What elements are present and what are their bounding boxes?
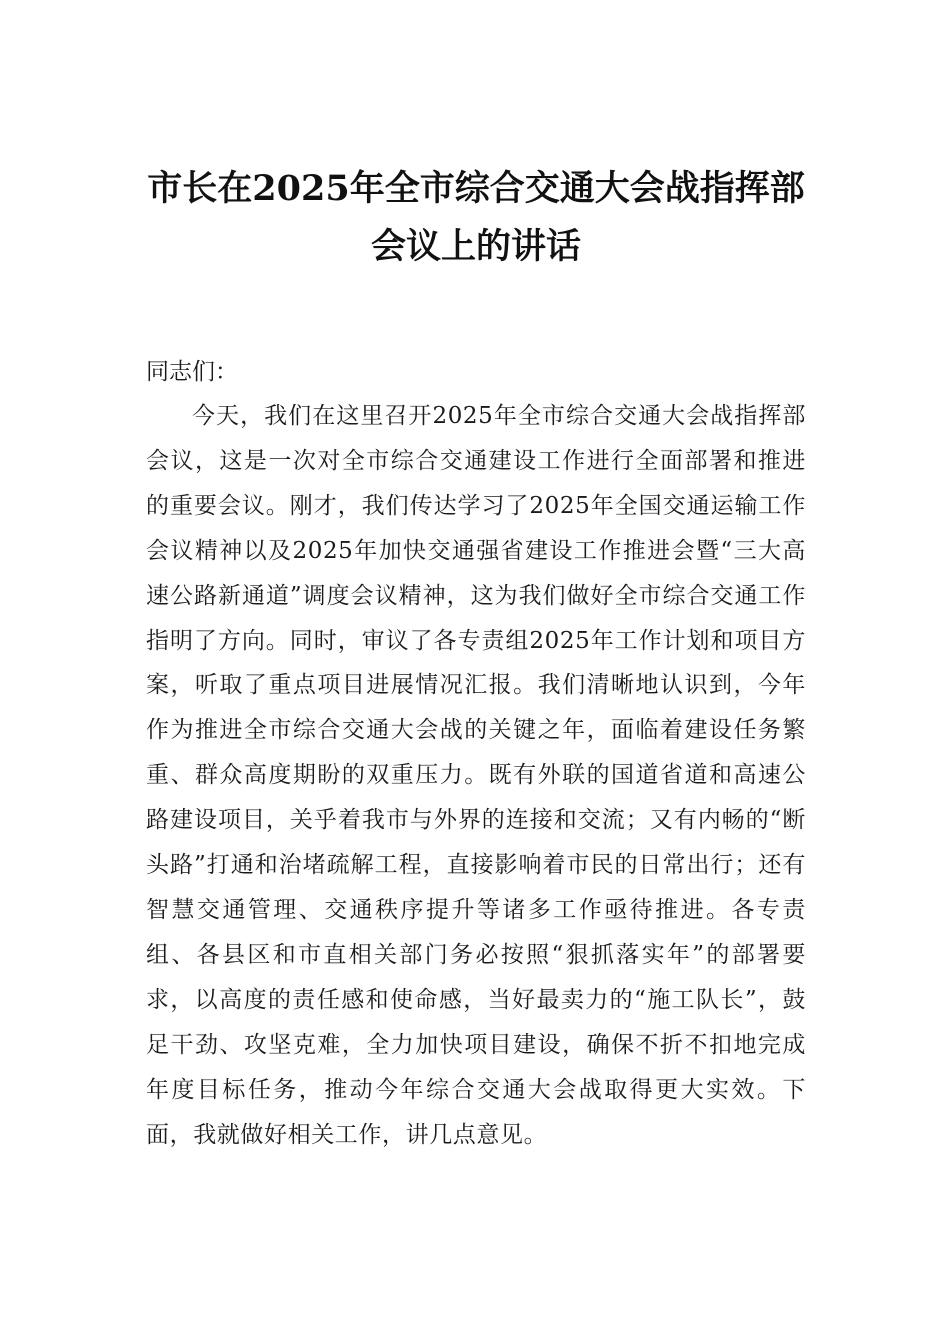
title-line-2: 会议上的讲话 bbox=[370, 226, 581, 267]
document-title bbox=[146, 160, 806, 276]
body-paragraph: 今天，我们在这里召开2025年全市综合交通大会战指挥部会议，这是一次对全市综合交通建设工作进行全面部署和推进的重要会议。刚才，我们传达学习了2025年全国交通运输工作会议精神以及2025年加快交通强省建设工作推进会暨“三大高速公路新通道”调度会议精神，这为我们做好全市综合交通工作指明了方向。同时，审议了各专责组2025年工作计划和项目方案，听取了重点项目进展情况汇报。我们清晰地认识到，今年作为推进全市综合交通大会战的关键之年，面临着建设任务繁重、群众高度期盼的双重压力。既有外联的国道省道和高速公路建设项目，关乎着我市与外界的连接和交流；又有内畅的“断头路”打通和治堵疏解工程，直接影响着市民的日常出行；还有智慧交通管理、交通秩序提升等诸多工作亟待推进。各专责组、各县区和市直相关部门务必按照“狠抓落实年”的部署要求，以高度的责任感和使命感，当好最卖力的“施工队长”，鼓足干劲、攻坚克难，全力加快项目建设，确保不折不扣地完成年度目标任务，推动今年综合交通大会战取得更大实效。下面，我就做好相关工作，讲几点意见。 bbox=[146, 403, 806, 1148]
salutation: 同志们： bbox=[146, 359, 238, 385]
document-page bbox=[146, 160, 806, 1148]
title-line-1: 市长在2025年全市综合交通大会战指挥部 bbox=[147, 168, 805, 209]
